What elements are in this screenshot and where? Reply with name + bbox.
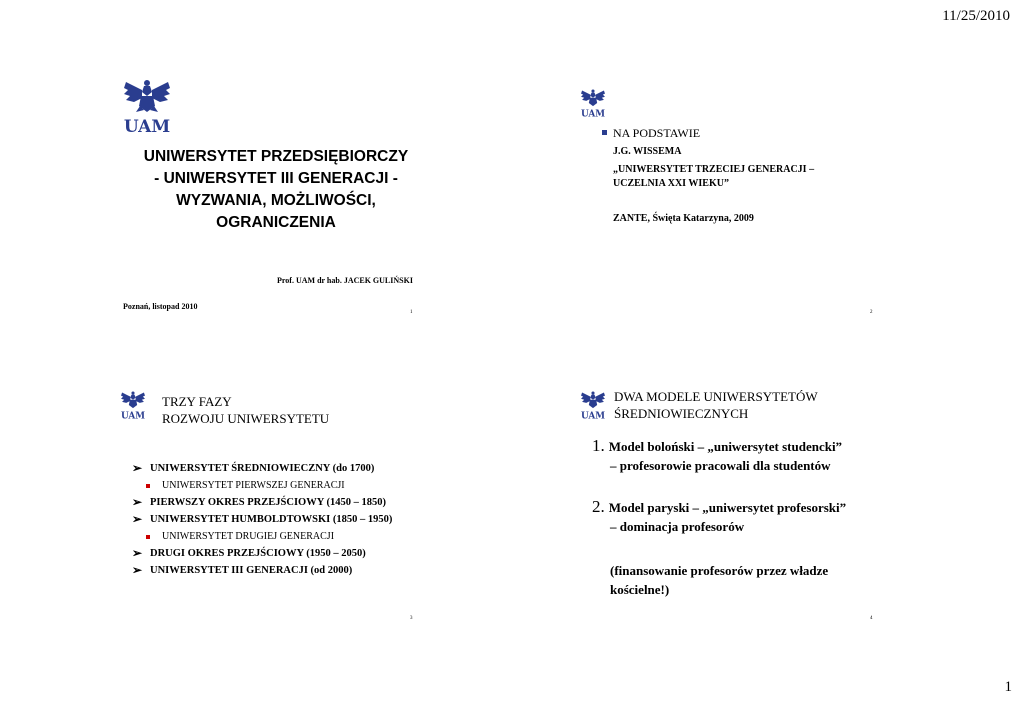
uam-eagle-logo <box>580 390 606 420</box>
slide-4 <box>560 380 1024 680</box>
arrow-bullet-icon: ➢ <box>132 512 143 527</box>
slide-number: 2 <box>870 310 873 315</box>
slide-3 <box>100 380 570 680</box>
svg-text:UAM: UAM <box>120 411 146 420</box>
uam-eagle-logo <box>120 390 146 420</box>
uam-eagle-logo <box>122 78 172 134</box>
list-item: ➢ PIERWSZY OKRES PRZEJŚCIOWY (1450 – 1850) <box>132 494 387 509</box>
list-item: ➢ UNIWERSYTET HUMBOLDTOWSKI (1850 – 1950) <box>132 512 393 527</box>
list-item: UNIWERSYTET PIERWSZEJ GENERACJI <box>132 478 392 494</box>
slide-1-title: UNIWERSYTET PRZEDSIĘBIORCZY - UNIWERSYTET III GENERACJI - WYZWANIA, MOŻLIWOŚCI, OGRANICZENIA <box>143 148 409 231</box>
list-item: ➢ UNIWERSYTET III GENERACJI (od 2000) <box>132 563 353 578</box>
arrow-bullet-icon: ➢ <box>132 494 143 509</box>
financing-note: (finansowanie profesorów przez władze kościelne!) <box>610 563 829 597</box>
list-item: ➢ UNIWERSYTET ŚREDNIOWIECZNY (do 1700) <box>132 461 375 476</box>
document-date: 11/25/2010 <box>942 8 1010 24</box>
place-date: Poznań, listopad 2010 <box>123 302 198 311</box>
source-title-1: „UNIWERSYTET TRZECIEJ GENERACJI – <box>613 164 815 175</box>
model-2: 2. Model paryski – „uniwersytet profesorski” – dominacja profesorów <box>592 497 847 534</box>
svg-text:UAM: UAM <box>580 411 606 420</box>
phases-list <box>132 460 392 580</box>
slide-2 <box>560 70 1024 370</box>
slide-number: 1 <box>410 310 413 315</box>
list-item: ➢ DRUGI OKRES PRZEJŚCIOWY (1950 – 2050) <box>132 545 366 560</box>
svg-text:UAM: UAM <box>580 109 606 118</box>
square-bullet-icon <box>602 130 607 135</box>
arrow-bullet-icon: ➢ <box>132 461 143 476</box>
slide-number: 3 <box>410 616 413 621</box>
svg-text:UAM: UAM <box>123 117 171 134</box>
source-title-2: UCZELNIA XXI WIEKU” <box>613 178 729 189</box>
source-author: J.G. WISSEMA <box>613 146 682 157</box>
model-1: 1. Model boloński – „uniwersytet studencki” – profesorowie pracowali dla studentów <box>592 436 843 473</box>
uam-eagle-logo <box>580 88 606 118</box>
slide-number: 4 <box>870 616 873 621</box>
page-number: 1 <box>1004 679 1012 695</box>
author: Prof. UAM dr hab. JACEK GULIŃSKI <box>277 276 413 285</box>
slide-4-heading: DWA MODELE UNIWERSYTETÓW ŚREDNIOWIECZNYCH <box>614 389 818 421</box>
square-bullet-icon <box>146 535 150 539</box>
arrow-bullet-icon: ➢ <box>132 545 143 560</box>
slide-3-heading: TRZY FAZY ROZWOJU UNIWERSYTETU <box>162 394 330 426</box>
slide-1 <box>100 70 570 370</box>
source-publisher: ZANTE, Święta Katarzyna, 2009 <box>613 213 754 224</box>
square-bullet-icon <box>146 484 150 488</box>
arrow-bullet-icon: ➢ <box>132 563 143 578</box>
bullet-na-podstawie: NA PODSTAWIE <box>602 126 700 141</box>
list-item: UNIWERSYTET DRUGIEJ GENERACJI <box>132 529 392 545</box>
